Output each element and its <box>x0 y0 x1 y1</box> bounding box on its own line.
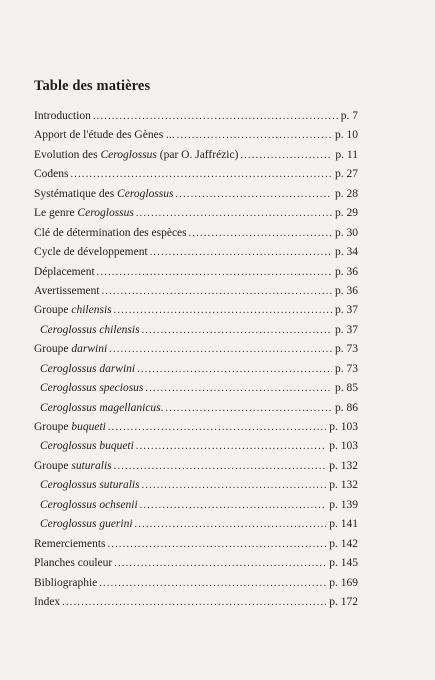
toc-entry-title-text: Systématique des <box>34 187 118 200</box>
toc-entry-title <box>34 246 148 258</box>
toc-entry-title-text: Groupe <box>34 304 72 317</box>
toc-entry-title-text: Groupe <box>34 421 72 433</box>
toc-page-number: p. 37 <box>335 323 358 336</box>
toc-entry-title-italic: Ceroglossus <box>117 187 174 200</box>
toc-entry-title <box>34 149 238 161</box>
toc-entry-title <box>34 168 69 180</box>
toc-entry-title <box>34 421 106 433</box>
toc-entry <box>34 538 358 557</box>
toc-page-number: p. 73 <box>335 362 358 375</box>
toc-entry-title-text: Groupe <box>34 459 72 472</box>
toc-entry-title-italic: suturalis <box>71 459 112 472</box>
toc-page-number: p. 73 <box>335 343 358 356</box>
toc-entry-title-italic: Ceroglossus suturalis <box>40 479 140 492</box>
toc-entry-title <box>34 188 174 200</box>
toc-entry-title <box>34 596 60 608</box>
toc-entry-title <box>34 577 97 589</box>
toc-entry-title-italic: darwini <box>71 343 108 356</box>
toc-entry-title-text: Groupe <box>34 343 72 356</box>
dot-leader <box>136 441 326 452</box>
toc-entry-title-text: Clé de détermination des espèces <box>34 226 187 239</box>
toc-entry-title <box>34 110 91 122</box>
toc-page-number: p. 142 <box>329 537 358 550</box>
dot-leader <box>109 344 332 355</box>
toc-entry-title-italic: Ceroglossus <box>100 148 157 161</box>
toc-entry-title-italic: Ceroglossus magellanicus <box>40 401 161 414</box>
dot-leader <box>102 286 332 297</box>
toc-entry <box>34 285 358 304</box>
toc-entry <box>34 149 358 168</box>
toc-entry <box>34 421 358 440</box>
toc-entry <box>34 168 358 187</box>
toc-entry-title-italic: Ceroglossus <box>77 207 134 220</box>
toc-entry <box>34 246 358 265</box>
toc-entry <box>34 304 358 323</box>
toc-entry-title-italic: Ceroglossus speciosus <box>40 382 144 395</box>
toc-entry-title <box>40 499 138 511</box>
toc-entry-title-text: Remerciements <box>34 537 106 550</box>
toc-page-number: p. 141 <box>329 518 358 531</box>
toc-entry-title <box>34 207 134 219</box>
toc-entry-title-text: Codens <box>34 168 69 181</box>
toc-entry <box>34 382 358 401</box>
toc-page-number: p. 37 <box>335 304 358 317</box>
toc-entry-title-text: Avertissement <box>34 284 100 297</box>
toc-entry <box>34 207 358 226</box>
toc-entry-title <box>40 363 135 375</box>
toc-entry <box>34 499 358 518</box>
toc-entry-title-text: Apport de l'étude des Gènes ... <box>34 129 175 142</box>
toc-page-number: p. 172 <box>329 595 358 608</box>
dot-leader <box>99 578 326 589</box>
toc-page-number: p. 86 <box>335 401 358 414</box>
toc-entry-title <box>34 285 100 297</box>
toc-entry-title <box>34 129 175 141</box>
toc-entry-title-text: Cycle de développement <box>34 246 148 259</box>
toc-page-number: p. 7 <box>340 110 358 122</box>
toc-page-number: p. 34 <box>335 246 358 259</box>
toc-entry-title-italic: Ceroglossus ochsenii <box>40 498 138 511</box>
toc-entry <box>34 596 358 615</box>
dot-leader <box>93 111 338 122</box>
toc-page-number: p. 85 <box>335 382 358 395</box>
toc-entry-title <box>34 538 106 550</box>
dot-leader <box>150 247 332 258</box>
toc-entry-title-text: Introduction <box>34 110 91 122</box>
toc-entry-title-text: Déplacement <box>34 265 95 278</box>
toc-entry <box>34 129 358 148</box>
toc-entry-title <box>34 266 95 278</box>
dot-leader <box>166 403 332 414</box>
toc-entry-title-text: (par O. Jaffrézic) <box>156 148 239 161</box>
dot-leader <box>114 558 326 569</box>
dot-leader <box>140 500 327 511</box>
toc-page-number: p. 10 <box>335 129 358 142</box>
toc-page-number: p. 27 <box>335 168 358 181</box>
toc-page-number: p. 28 <box>335 187 358 200</box>
toc-entry <box>34 440 358 459</box>
dot-leader <box>114 461 327 472</box>
toc-page-number: p. 11 <box>335 148 358 161</box>
dot-leader <box>177 130 332 141</box>
toc-entry <box>34 479 358 498</box>
toc-entry-title-italic: Ceroglossus darwini <box>40 362 136 375</box>
toc-entry <box>34 266 358 285</box>
toc-page-number: p. 29 <box>335 207 358 220</box>
toc-entry <box>34 557 358 576</box>
toc-entry-title <box>40 402 164 414</box>
dot-leader <box>108 539 327 550</box>
toc-entry <box>34 577 358 596</box>
toc-entry <box>34 518 358 537</box>
toc-entry-title-italic: Ceroglossus buqueti <box>40 440 134 453</box>
dot-leader <box>62 597 326 608</box>
toc-page-number: p. 103 <box>329 421 358 433</box>
toc-page-number: p. 139 <box>329 498 358 511</box>
toc-entry-title <box>34 343 107 355</box>
table-of-contents <box>34 110 358 615</box>
dot-leader <box>142 325 332 336</box>
toc-entry-title-italic: Ceroglossus guerini <box>40 518 133 531</box>
toc-page-number: p. 36 <box>335 265 358 278</box>
dot-leader <box>114 305 332 316</box>
toc-page-number: p. 132 <box>329 479 358 492</box>
toc-page-number: p. 145 <box>329 557 358 570</box>
dot-leader <box>176 189 333 200</box>
toc-entry-title <box>34 460 112 472</box>
toc-entry-title <box>34 557 112 569</box>
toc-entry <box>34 402 358 421</box>
toc-entry-title <box>40 518 133 530</box>
toc-entry <box>34 324 358 343</box>
toc-entry <box>34 188 358 207</box>
toc-page-number: p. 36 <box>335 284 358 297</box>
dot-leader <box>71 169 333 180</box>
toc-entry-title-text: . <box>160 401 164 414</box>
dot-leader <box>135 519 327 530</box>
toc-entry-title-text: Bibliographie <box>34 576 98 589</box>
toc-entry-title-italic: chilensis <box>71 304 112 317</box>
toc-entry <box>34 110 358 129</box>
toc-entry-title <box>34 227 187 239</box>
toc-entry-title-italic: buqueti <box>71 421 106 433</box>
dot-leader <box>137 364 332 375</box>
toc-entry <box>34 363 358 382</box>
toc-page-number: p. 103 <box>329 440 358 453</box>
dot-leader <box>145 383 332 394</box>
toc-entry <box>34 227 358 246</box>
toc-page-number: p. 30 <box>335 226 358 239</box>
dot-leader <box>108 422 326 433</box>
dot-leader <box>189 228 332 239</box>
toc-entry-title-text: Le genre <box>34 207 78 220</box>
toc-entry <box>34 343 358 362</box>
toc-entry-title-text: Evolution des <box>34 148 101 161</box>
toc-page-number: p. 132 <box>329 459 358 472</box>
dot-leader <box>97 267 332 278</box>
toc-entry <box>34 460 358 479</box>
toc-page-number: p. 169 <box>329 576 358 589</box>
toc-entry-title <box>40 324 140 336</box>
toc-entry-title-italic: Ceroglossus chilensis <box>40 323 140 336</box>
toc-entry-title-text: Planches couleur <box>34 557 113 570</box>
toc-entry-title <box>40 382 143 394</box>
page-title: Table des matières <box>34 78 151 94</box>
dot-leader <box>136 208 332 219</box>
dot-leader <box>142 480 327 491</box>
toc-entry-title <box>40 479 140 491</box>
toc-entry-title-text: Index <box>34 595 61 608</box>
toc-entry-title <box>34 304 112 316</box>
dot-leader <box>240 150 332 161</box>
toc-entry-title <box>40 440 134 452</box>
